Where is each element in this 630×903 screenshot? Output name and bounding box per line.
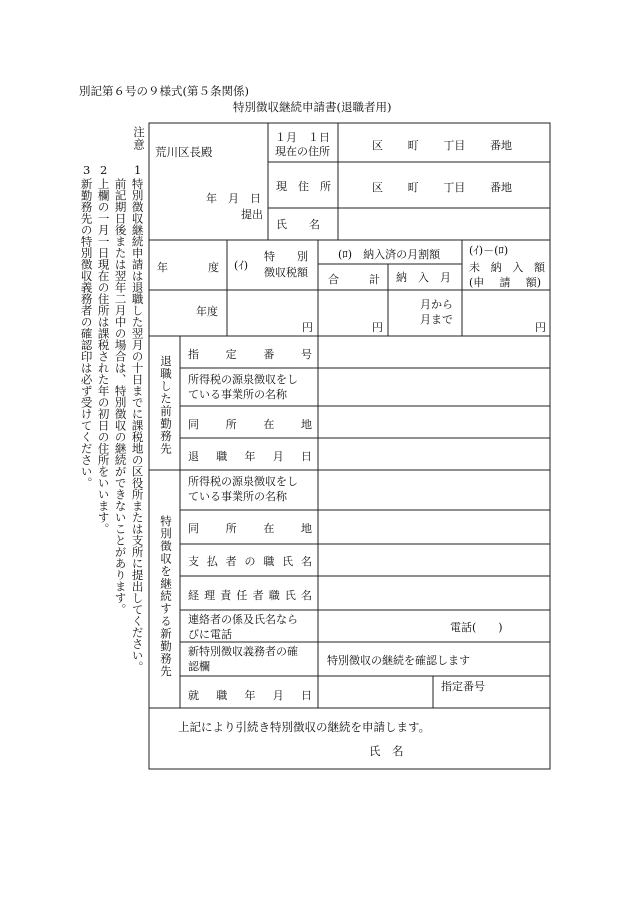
new-office-name-label-1: 所得税の源泉徴収をし <box>188 475 298 488</box>
col-i-label-1: 特 別 <box>264 250 308 263</box>
year-header: 年 度 <box>157 261 219 274</box>
contact-label-1: 連絡者の係及氏名なら <box>188 613 298 626</box>
note-2-number: 2 <box>96 163 111 177</box>
chome-label: 丁目 <box>443 181 466 194</box>
note-1b-text: 前記期日後または翌年二月中の場合は、特別徴収の継続ができないことがあります。 <box>113 178 128 615</box>
special-tax-yen: 円 <box>302 321 313 334</box>
to-month-label: 月まで <box>420 313 453 326</box>
total-paid-yen: 円 <box>372 321 383 334</box>
former-office-name-label-2: ている事業所の名称 <box>188 388 287 401</box>
former-location-label: 同 所 在 地 <box>188 418 312 431</box>
town-label: 町 <box>407 181 419 194</box>
employment-date-label: 就 職 年 月 日 <box>188 689 312 702</box>
col-diff-request: (申 請 額) <box>469 276 541 289</box>
ward-label: 区 <box>372 139 383 152</box>
col-diff-label: (ｲ)－(ﾛ) <box>469 244 509 257</box>
col-i-mark: (ｲ) <box>234 259 249 272</box>
designated-number-label: 指定番号 <box>441 680 485 693</box>
form-id: 別記第６号の９様式(第５条関係) <box>79 84 249 98</box>
name-label: 氏 名 <box>276 218 320 231</box>
town-label: 町 <box>407 139 419 152</box>
notes-heading: 注意 <box>132 126 146 151</box>
col-diff-unpaid: 未 納 入 額 <box>469 261 545 274</box>
new-location-label: 同 所 在 地 <box>188 522 312 535</box>
note-3-text: 新勤務先の特別徴収義務者の確認印は必ず受けてください。 <box>79 178 94 489</box>
former-employer-section-label: 退職した前勤務先 <box>159 355 173 455</box>
jan1-address-field[interactable] <box>372 137 512 153</box>
date-label: 年 月 日 <box>206 192 261 205</box>
unpaid-yen: 円 <box>535 321 546 334</box>
confirm-label-2: 認欄 <box>188 660 210 673</box>
addressee: 荒川区長殿 <box>155 145 213 159</box>
row-year-label: 年度 <box>196 305 218 318</box>
chome-label: 丁目 <box>443 139 466 152</box>
name-field[interactable] <box>339 209 549 239</box>
confirm-label-1: 新特別徴収義務者の確 <box>188 645 298 658</box>
retirement-date-label: 退 職 年 月 日 <box>188 450 312 463</box>
accounting-officer-label: 経 理 責 任 者 職 氏 名 <box>188 589 312 602</box>
address-label: 現 住 所 <box>276 180 331 193</box>
from-month-label: 月から <box>420 298 453 311</box>
note-1-text: 特別徴収継続申請は退職した翌月の十日までに課税地の区役所または支所に提出してください。 <box>130 178 145 673</box>
current-address-field[interactable] <box>372 179 512 195</box>
contact-label-2: びに電話 <box>188 628 232 641</box>
col-ro-month: 納 入 月 <box>396 271 451 284</box>
banchi-label: 番地 <box>489 181 512 194</box>
new-employer-section-label: 特別徴収を継続する新勤務先 <box>159 515 173 678</box>
note-3-number: 3 <box>79 163 94 177</box>
jan1-address-label-1: １月 １日 <box>275 131 330 144</box>
form-title: 特別徴収継続申請書(退職者用) <box>233 100 392 114</box>
applicant-name-label: 氏 名 <box>369 744 404 758</box>
application-statement: 上記により引続き特別徴収の継続を申請します。 <box>178 720 431 734</box>
payer-name-label: 支 払 者 の 職 氏 名 <box>188 555 312 568</box>
note-1-number: 1 <box>130 163 145 177</box>
col-ro-total: 合 計 <box>328 273 380 286</box>
col-i-label-2: 徴収税額 <box>264 266 308 279</box>
banchi-label: 番地 <box>489 139 512 152</box>
former-designated-number-label: 指 定 番 号 <box>188 348 312 361</box>
confirm-text: 特別徴収の継続を確認します <box>327 654 470 667</box>
new-office-name-label-2: ている事業所の名称 <box>188 490 287 503</box>
jan1-address-label-2: 現在の住所 <box>275 145 330 158</box>
former-office-name-label-1: 所得税の源泉徴収をし <box>188 373 298 386</box>
ward-label: 区 <box>372 181 383 194</box>
note-2-text: 上欄の一月一日現在の住所は課税された年の初日の住所をいいます。 <box>96 178 111 535</box>
col-ro-label: (ﾛ) 納入済の月割額 <box>338 248 441 261</box>
phone-label: 電話( ) <box>450 621 503 634</box>
submitted-label: 提出 <box>241 208 263 221</box>
